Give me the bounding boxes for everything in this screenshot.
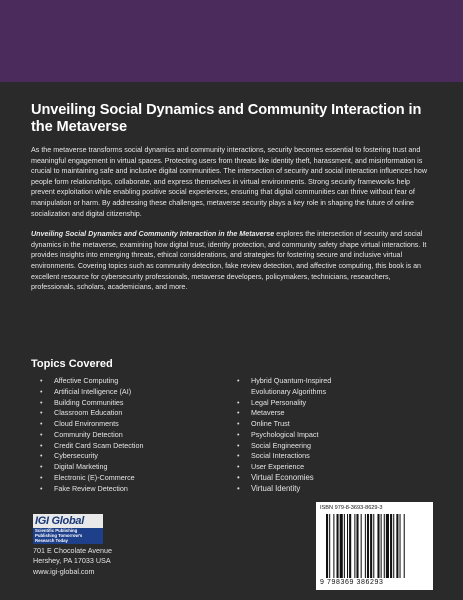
topics-list-right (237, 376, 437, 494)
publisher-address (33, 546, 112, 577)
topic-item: • Community Detection (40, 430, 220, 441)
barcode-number: 9 798369 386293 (320, 579, 384, 586)
publisher-logo-tagline (33, 528, 103, 544)
topic-item: • User Experience (237, 462, 437, 473)
isbn-barcode (316, 502, 433, 590)
topic-item: • Metaverse (237, 408, 437, 419)
topic-item: • Artificial Intelligence (AI) (40, 387, 220, 398)
topic-item-line: Evolutionary Algorithms (251, 386, 327, 396)
purple-top-band (0, 0, 463, 82)
topic-item: • Digital Marketing (40, 462, 220, 473)
topic-item: • Building Communities (40, 398, 220, 409)
topic-item: • Virtual Identity (237, 484, 437, 495)
publisher-logo-text: IGI Global (33, 514, 103, 528)
topic-item: • Psychological Impact (237, 430, 437, 441)
title-emphasis: Unveiling Social Dynamics and Community Interaction in the Metaverse (31, 230, 275, 239)
description-paragraph-1: As the metaverse transforms social dynamics and community interactions, security becomes essential to fostering trust and meaningful engagement in virtual spaces. Protecting users from threats like identity theft, harassment, and misinformation is crucial to maintaining safe and inclusive digital communities. The intersection of security and social interaction influences how people form relationships, collaborate, and express themselves in virtual environments. Strong security frameworks help prevent exploitation while enabling positive social experiences, ensuring that digital communities can thrive without fear of manipulation or harm. By addressing these challenges, metaverse security plays a key role in shaping the future of online socialization and digital citizenship. (31, 146, 427, 218)
topics-list-left (40, 376, 220, 494)
topic-item: • Legal Personality (237, 398, 437, 409)
isbn-label: ISBN 979-8-3693-8629-3 (320, 505, 383, 511)
topic-item: • Virtual Economies (237, 473, 437, 484)
topic-item-line: Hybrid Quantum-Inspired (251, 376, 332, 385)
back-cover-content (31, 102, 435, 303)
publisher-website: www.igi-global.com (33, 566, 95, 576)
topic-item: • Fake Review Detection (40, 484, 220, 495)
barcode-bars (326, 514, 426, 578)
topic-item (237, 376, 437, 398)
book-title: Unveiling Social Dynamics and Community Interaction in the Metaverse (31, 102, 422, 135)
topic-item: • Credit Card Scam Detection (40, 441, 220, 452)
logo-tagline-line-2: Publishing Tomorrow's Research Today (35, 532, 83, 543)
topics-heading: Topics Covered (31, 358, 113, 370)
topic-item: • Affective Computing (40, 376, 220, 387)
description-paragraph-2 (31, 229, 435, 293)
topic-item: • Social Interactions (237, 451, 437, 462)
publisher-logo (33, 514, 103, 542)
paragraph-2-text: explores the intersection of security and social dynamics in the metaverse, examining how digital trust, identity protection, and community safety shape virtual interactions. It provides insights into emerging threats, ethical considerations, and strategies for fostering secure and inclusive virtual environments. Covering topics such as community detection, fake review detection, and affective computing, this book is an excellent resource for cybersecurity professionals, metaverse developers, policymakers, technicians, researchers, professionals, scholars, academicians, and more. (31, 230, 427, 292)
topic-item: • Cybersecurity (40, 451, 220, 462)
address-city: Hershey, PA 17033 USA (33, 556, 111, 566)
logo-tagline-line-1: Scientific Publishing (35, 528, 78, 533)
topic-item: • Cloud Environments (40, 419, 220, 430)
address-street: 701 E Chocolate Avenue (33, 546, 112, 555)
topic-item: • Online Trust (237, 419, 437, 430)
topic-item: • Social Engineering (237, 441, 437, 452)
topic-item: • Electronic (E)-Commerce (40, 473, 220, 484)
topic-item: • Classroom Education (40, 408, 220, 419)
